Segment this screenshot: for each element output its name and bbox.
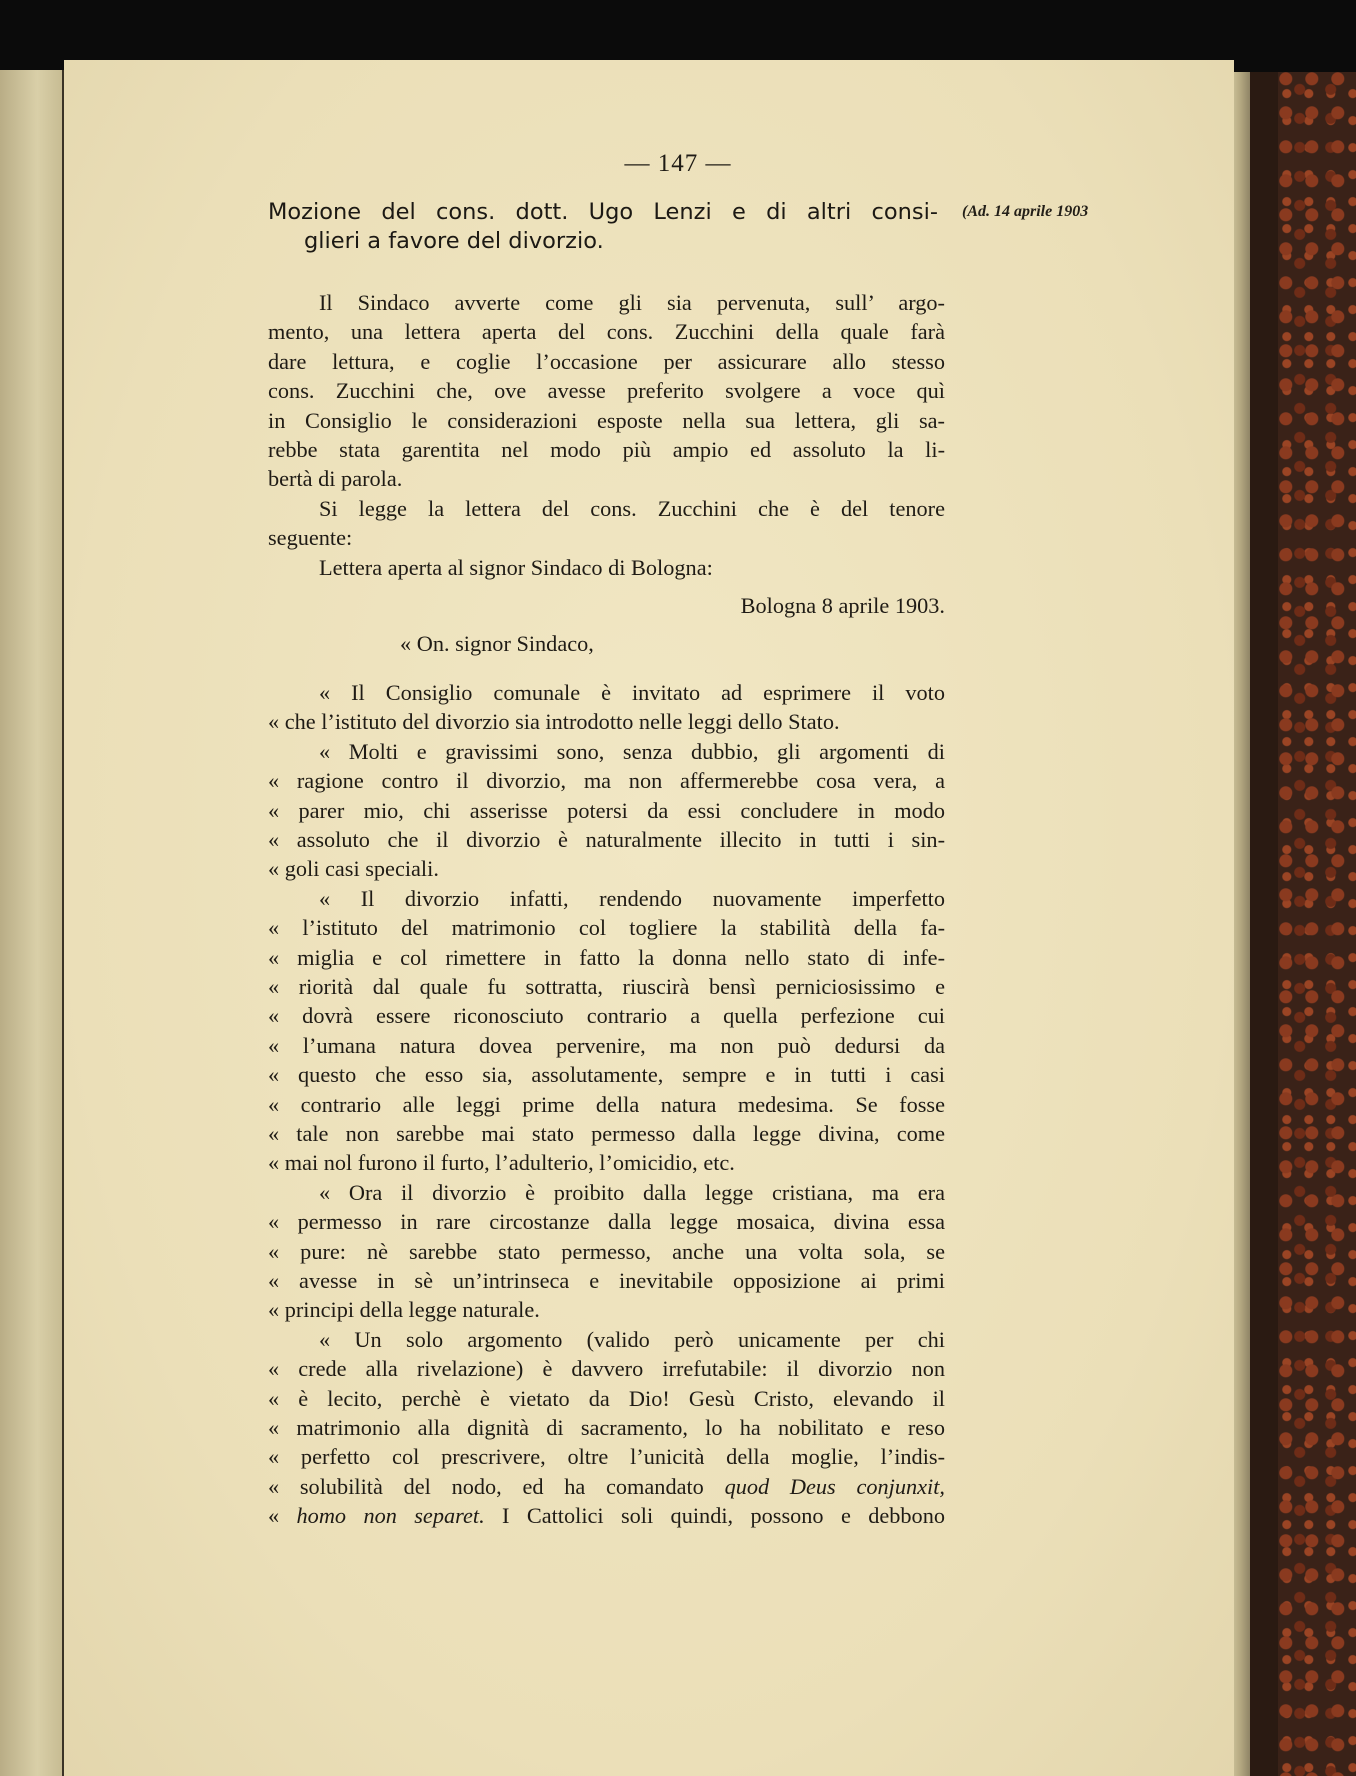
left-page-edge	[0, 70, 65, 1776]
letter-date: Bologna 8 aprile 1903.	[740, 593, 945, 619]
text-line: cons. Zucchini che, ove avesse preferito svolgere a voce quì	[268, 378, 945, 404]
text-line: « Il Consiglio comunale è invitato ad esprimere il voto	[319, 679, 945, 705]
text-line: « riorità dal quale fu sottratta, riuscirà bensì perniciosissimo e	[268, 973, 945, 999]
section-heading	[268, 198, 938, 256]
marbled-cover	[1278, 72, 1356, 1776]
text-line: « matrimonio alla dignità di sacramento, lo ha nobilitato e reso	[268, 1415, 945, 1441]
letter-paragraph	[268, 884, 945, 1178]
text-line: « pure: nè sarebbe stato permesso, anche una volta sola, se	[268, 1238, 945, 1264]
text-line: « tale non sarebbe mai stato permesso dalla legge divina, come	[268, 1120, 945, 1146]
text-segment: «	[268, 1503, 297, 1529]
text-line: « Un solo argomento (valido però unicamente per chi	[319, 1326, 945, 1352]
text-line: « principi della legge naturale.	[268, 1297, 540, 1323]
letter-paragraph	[268, 1178, 945, 1325]
book-fore-edge	[1228, 72, 1356, 1776]
text-line: rebbe stata garentita nel modo più ampio ed assoluto la li-	[268, 437, 945, 463]
text-line: « crede alla rivelazione) è davvero irrefutabile: il divorzio non	[268, 1356, 945, 1382]
text-line: « parer mio, chi asserisse potersi da essi concludere in modo	[268, 797, 945, 823]
text-line: « l’istituto del matrimonio col togliere la stabilità della fa-	[268, 915, 945, 941]
letter-paragraph	[268, 1325, 945, 1531]
intro-paragraph	[268, 288, 945, 494]
latin-phrase: homo non separet.	[296, 1503, 485, 1529]
letter-paragraph	[268, 678, 945, 737]
page-number: — 147 —	[624, 150, 732, 177]
text-line: Si legge la lettera del cons. Zucchini che è del tenore	[319, 495, 945, 521]
text-line: « avesse in sè un’intrinseca e inevitabile opposizione ai primi	[268, 1268, 945, 1293]
letter-salutation: « On. signor Sindaco,	[400, 631, 594, 657]
reading-paragraph	[268, 494, 945, 553]
text-line: « questo che esso sia, assolutamente, sempre e in tutti i casi	[268, 1062, 945, 1088]
text-line: « assoluto che il divorzio è naturalmente illecito in tutti i sin-	[268, 826, 945, 852]
heading-line-2: glieri a favore del divorzio.	[304, 228, 604, 254]
text-line	[268, 1501, 945, 1530]
letter-paragraph	[268, 737, 945, 884]
margin-date-note: (Ad. 14 aprile 1903	[962, 203, 1089, 220]
letter-title	[268, 553, 945, 582]
text-line: « mai nol furono il furto, l’adulterio, l’omicidio, etc.	[268, 1150, 735, 1176]
text-line: bertà di parola.	[268, 466, 403, 492]
text-line: « Il divorzio infatti, rendendo nuovamente imperfetto	[319, 885, 945, 911]
text-line: « Molti e gravissimi sono, senza dubbio, gli argomenti di	[319, 738, 945, 764]
text-line: « che l’istituto del divorzio sia introdotto nelle leggi dello Stato.	[268, 709, 840, 735]
text-line: in Consiglio le considerazioni esposte nella sua lettera, gli sa-	[268, 407, 945, 433]
text-line: mento, una lettera aperta del cons. Zucchini della quale farà	[268, 319, 945, 345]
text-segment: « solubilità del nodo, ed ha comandato	[268, 1473, 725, 1499]
text-line: « perfetto col prescrivere, oltre l’unicità della moglie, l’indis-	[268, 1444, 945, 1470]
text-line: « permesso in rare circostanze dalla legge mosaica, divina essa	[268, 1209, 945, 1235]
text-line: « miglia e col rimettere in fatto la donna nello stato di infe-	[268, 944, 945, 970]
latin-phrase: quod Deus conjunxit,	[724, 1473, 945, 1499]
text-line: « ragione contro il divorzio, ma non affermerebbe cosa vera, a	[268, 768, 945, 794]
text-line: Lettera aperta al signor Sindaco di Bologna:	[319, 554, 713, 580]
text-line: « contrario alle leggi prime della natura medesima. Se fosse	[268, 1091, 945, 1117]
text-line: Il Sindaco avverte come gli sia pervenuta, sull’ argo-	[319, 290, 945, 315]
text-line: « goli casi speciali.	[268, 856, 439, 882]
text-line: dare lettura, e coglie l’occasione per assicurare allo stesso	[268, 348, 945, 374]
body-text	[268, 288, 945, 1531]
heading-line-1: Mozione del cons. dott. Ugo Lenzi e di altri consi-	[268, 199, 938, 225]
text-line: « è lecito, perchè è vietato da Dio! Gesù Cristo, elevando il	[268, 1385, 945, 1411]
text-line: « Ora il divorzio è proibito dalla legge cristiana, ma era	[319, 1179, 945, 1205]
text-line	[268, 1472, 945, 1501]
text-segment: I Cattolici soli quindi, possono e debbono	[484, 1503, 945, 1529]
text-line: seguente:	[268, 525, 353, 551]
text-line: « dovrà essere riconosciuto contrario a quella perfezione cui	[268, 1003, 945, 1029]
text-line: « l’umana natura dovea pervenire, ma non può dedursi da	[268, 1032, 945, 1058]
